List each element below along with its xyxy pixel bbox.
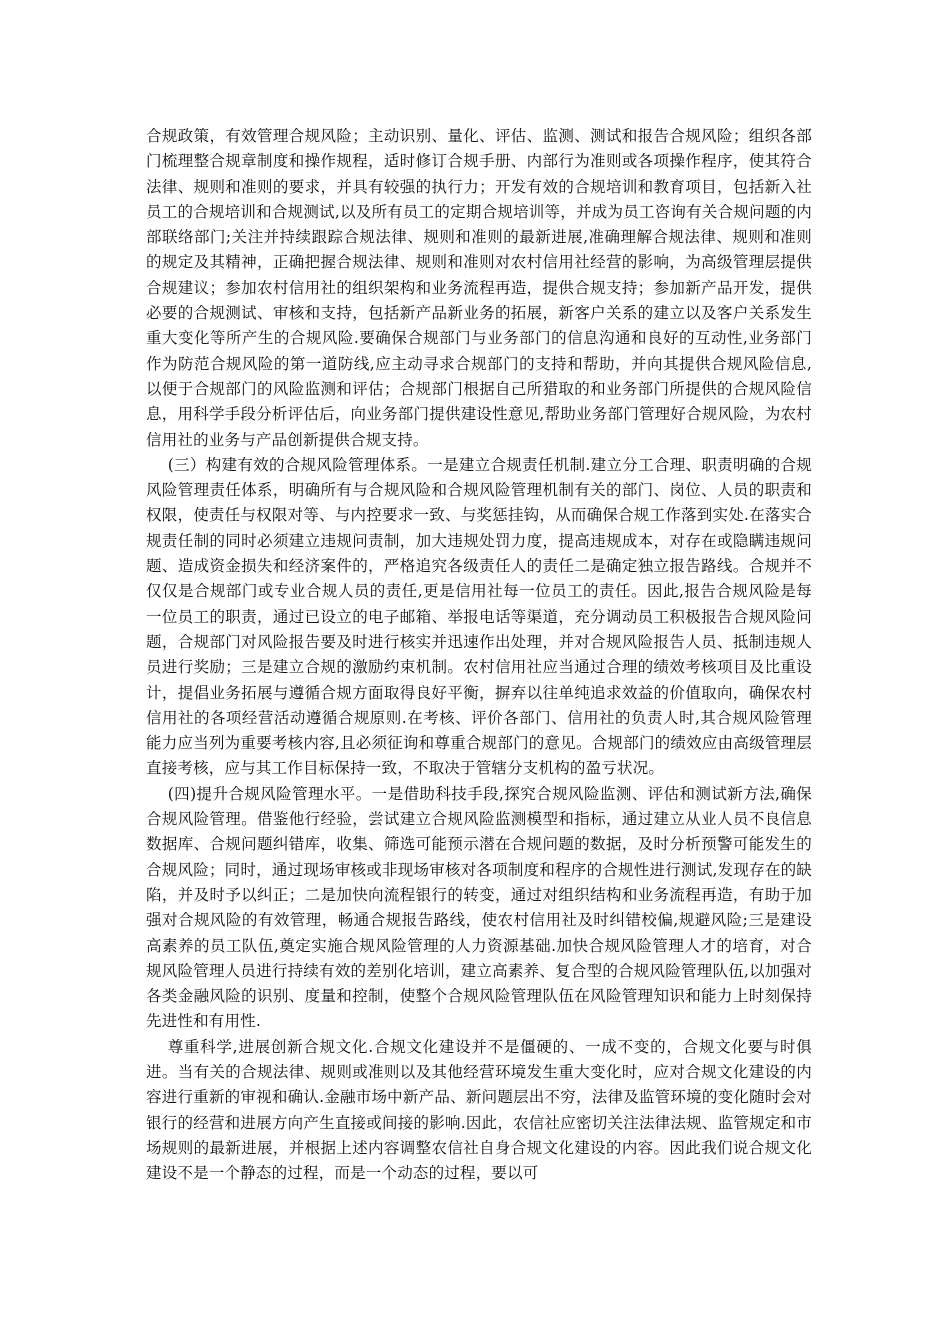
paragraph-compliance-department-duties: 合规政策，有效管理合规风险；主动识别、量化、评估、监测、测试和报告合规风险；组织各部门梳理整合规章制度和操作规程，适时修订合规手册、内部行为准则或各项操作程序，使其符合法律、规则和准则的要求，并具有较强的执行力；开发有效的合规培训和教育项目，包括新入社员工的合规培训和合规测试,以及所有员工的定期合规培训等，并成为员工咨询有关合规问题的内部联络部门;关注并持续跟踪合规法律、规则和准则的最新进展,准确理解合规法律、规则和准则的规定及其精神，正确把握合规法律、规则和准则对农村信用社经营的影响，为高级管理层提供合规建议；参加农村信用社的组织架构和业务流程再造，提供合规支持；参加新产品开发，提供必要的合规测试、审核和支持，包括新产品新业务的拓展，新客户关系的建立以及客户关系发生重大变化等所产生的合规风险.要确保合规部门与业务部门的信息沟通和良好的互动性,业务部门作为防范合规风险的第一道防线,应主动寻求合规部门的支持和帮助，并向其提供合规风险信息,以便于合规部门的风险监测和评估；合规部门根据自己所猎取的和业务部门所提供的合规风险信息，用科学手段分析评估后，向业务部门提供建设性意见,帮助业务部门管理好合规风险，为农村信用社的业务与产品创新提供合规支持。: [146, 127, 812, 449]
paragraph-compliance-management-level: (四)提升合规风险管理水平。一是借助科技手段,探究合规风险监测、评估和测试新方法,确保合规风险管理。借鉴他行经验，尝试建立合规风险监测模型和指标，通过建立从业人员不良信息数据库、合规问题纠错库，收集、筛选可能预示潜在合规问题的数据，及时分析预警可能发生的合规风险；同时，通过现场审核或非现场审核对各项制度和程序的合规性进行测试,发现存在的缺陷，并及时予以纠正；二是加快向流程银行的转变，通过对组织结构和业务流程再造，有助于加强对合规风险的有效管理，畅通合规报告路线，使农村信用社及时纠错校偏,规避风险;三是建设高素养的员工队伍,奠定实施合规风险管理的人力资源基础.加快合规风险管理人才的培育，对合规风险管理人员进行持续有效的差别化培训，建立高素养、复合型的合规风险管理队伍,以加强对各类金融风险的识别、度量和控制，使整个合规风险管理队伍在风险管理知识和能力上时刻保持先进性和有用性.: [146, 784, 812, 1031]
document-body: [146, 124, 812, 1186]
paragraph-compliance-culture: 尊重科学,进展创新合规文化.合规文化建设并不是僵硬的、一成不变的，合规文化要与时俱进。当有关的合规法律、规则或准则以及其他经营环境发生重大变化时，应对合规文化建设的内容进行重新的审视和确认.金融市场中新产品、新问题层出不穷，法律及监管环境的变化随时会对银行的经营和进展方向产生直接或间接的影响.因此，农信社应密切关注法律法规、监管规定和市场规则的最新进展，并根据上述内容调整农信社自身合规文化建设的内容。因此我们说合规文化建设不是一个静态的过程，而是一个动态的过程，要以可: [146, 1037, 812, 1183]
paragraph-compliance-risk-system: (三）构建有效的合规风险管理体系。一是建立合规责任机制.建立分工合理、职责明确的合规风险管理责任体系，明确所有与合规风险和合规风险管理机制有关的部门、岗位、人员的职责和权限，使责任与权限对等、与内控要求一致、与奖惩挂钩，从而确保合规工作落到实处.在落实合规责任制的同时必须建立违规问责制，加大违规处罚力度，提高违规成本，对存在或隐瞒违规问题、造成资金损失和经济案件的，严格追究各级责任人的责任二是确定独立报告路线。合规并不仅仅是合规部门或专业合规人员的责任,更是信用社每一位员工的责任。因此,报告合规风险是每一位员工的职责，通过已设立的电子邮箱、举报电话等渠道，充分调动员工积极报告合规风险问题，合规部门对风险报告要及时进行核实并迅速作出处理，并对合规风险报告人员、抵制违规人员进行奖励；三是建立合规的激励约束机制。农村信用社应当通过合理的绩效考核项目及比重设计，提倡业务拓展与遵循合规方面取得良好平衡，摒弃以往单纯追求效益的价值取向，确保农村信用社的各项经营活动遵循合规原则.在考核、评价各部门、信用社的负责人时,其合规风险管理能力应当列为重要考核内容,且必须征询和尊重合规部门的意见。合规部门的绩效应由高级管理层直接考核，应与其工作目标保持一致，不取决于管辖分支机构的盈亏状况。: [146, 455, 812, 778]
